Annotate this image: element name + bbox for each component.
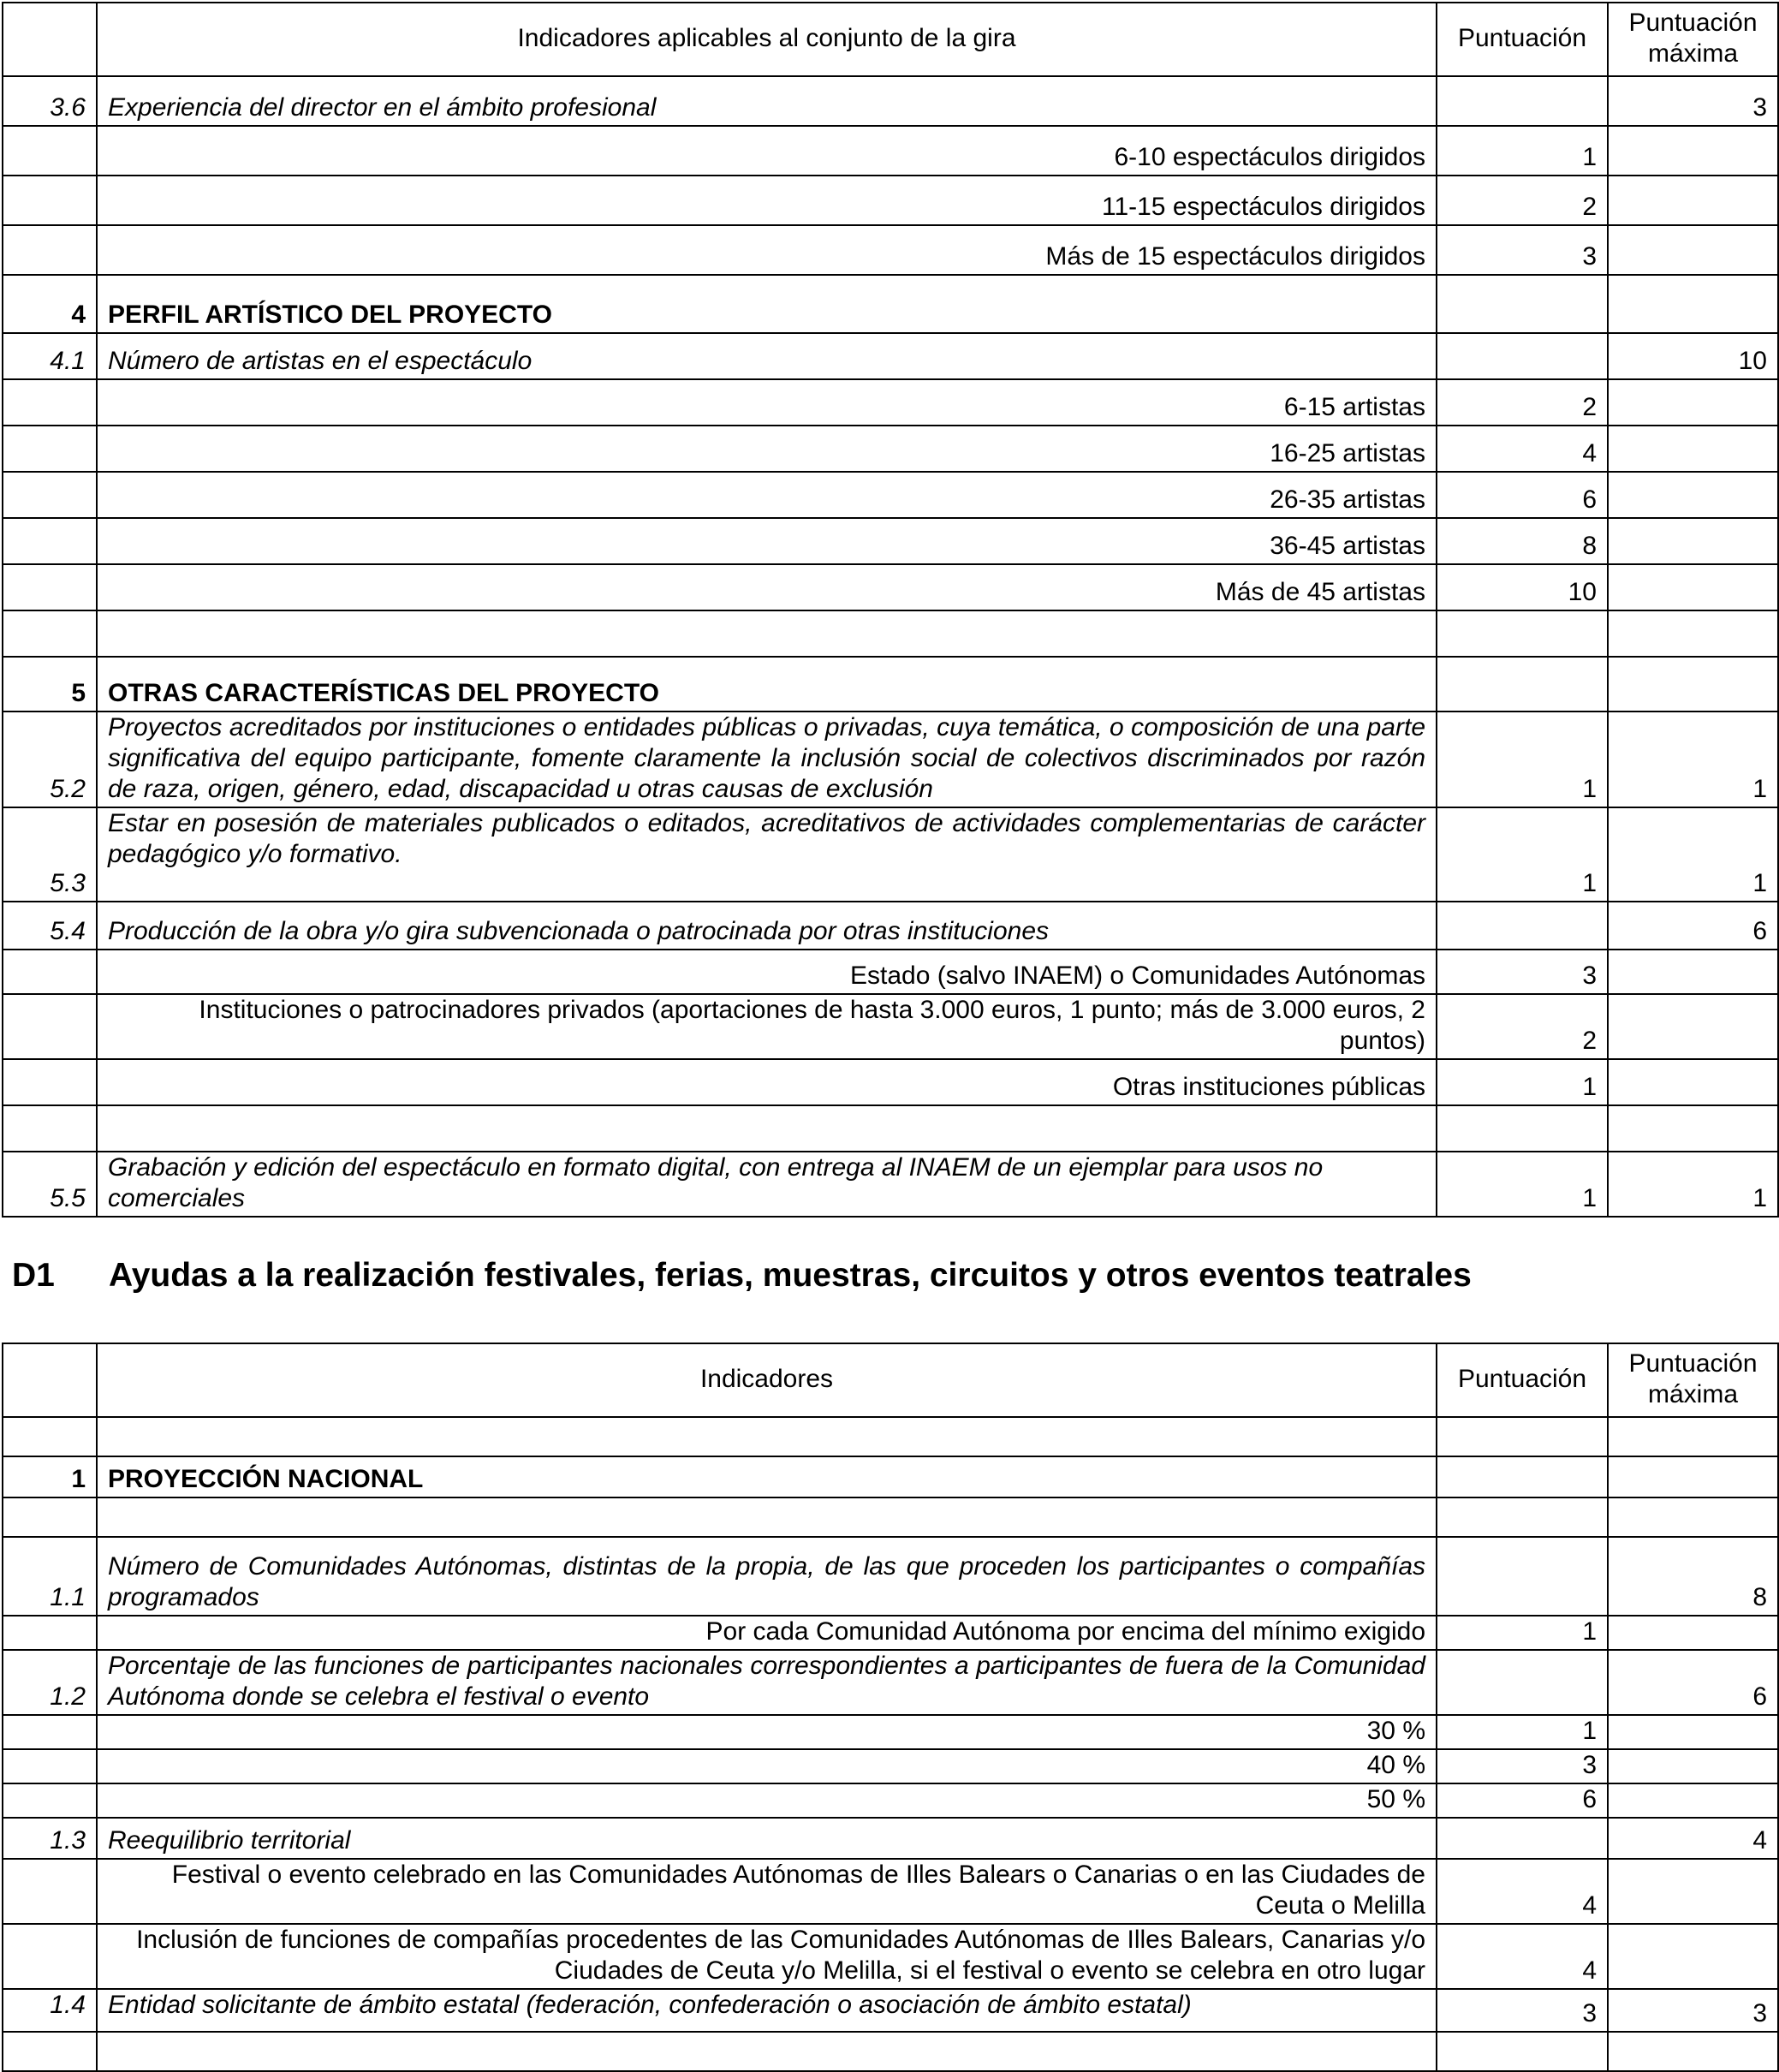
row-indicator: Estado (salvo INAEM) o Comunidades Autónomas <box>97 950 1437 994</box>
table-row <box>3 564 1778 610</box>
row-max-score <box>1608 472 1778 518</box>
row-number <box>3 1417 97 1456</box>
row-score: 3 <box>1437 950 1608 994</box>
row-number <box>3 1059 97 1105</box>
row-number <box>3 1715 97 1749</box>
row-max-score <box>1608 225 1778 275</box>
row-max-score <box>1608 379 1778 426</box>
row-indicator: Entidad solicitante de ámbito estatal (federación, confederación o asociación de ámbito estatal) <box>97 1989 1437 2032</box>
table-row <box>3 126 1778 176</box>
row-number: 4.1 <box>3 333 97 379</box>
row-indicator: Experiencia del director en el ámbito profesional <box>97 76 1437 126</box>
row-score: 4 <box>1437 426 1608 472</box>
table-row <box>3 1152 1778 1217</box>
table-row <box>3 994 1778 1059</box>
row-number <box>3 379 97 426</box>
row-max-score <box>1608 1059 1778 1105</box>
empty-row <box>3 610 1778 657</box>
row-max-score: 6 <box>1608 1650 1778 1715</box>
row-indicator: OTRAS CARACTERÍSTICAS DEL PROYECTO <box>97 657 1437 712</box>
row-indicator: Proyectos acreditados por instituciones o entidades públicas o privadas, cuya temática, o composición de una parte significativa del equipo participante, fomente claramente la inclusión social de colectivos discriminados por razón de raza, origen, género, edad, discapacidad u otras causas de exclusión <box>97 712 1437 807</box>
table-row <box>3 379 1778 426</box>
row-max-score <box>1608 1749 1778 1783</box>
row-number <box>3 426 97 472</box>
row-max-score <box>1608 1105 1778 1152</box>
row-indicator: Instituciones o patrocinadores privados (aportaciones de hasta 3.000 euros, 1 punto; más de 3.000 euros, 2 puntos) <box>97 994 1437 1059</box>
row-max-score: 4 <box>1608 1818 1778 1859</box>
row-score: 3 <box>1437 1749 1608 1783</box>
header-score: Puntuación <box>1437 3 1608 76</box>
row-score: 1 <box>1437 1152 1608 1217</box>
row-max-score <box>1608 950 1778 994</box>
row-score: 1 <box>1437 712 1608 807</box>
table-row <box>3 1715 1778 1749</box>
row-score <box>1437 76 1608 126</box>
table-row <box>3 518 1778 564</box>
row-score: 4 <box>1437 1859 1608 1924</box>
row-number: 1.4 <box>3 1989 97 2032</box>
row-max-score <box>1608 2032 1778 2071</box>
row-number <box>3 2032 97 2071</box>
row-indicator: 36-45 artistas <box>97 518 1437 564</box>
row-indicator: PROYECCIÓN NACIONAL <box>97 1456 1437 1497</box>
section-row <box>3 275 1778 333</box>
row-indicator <box>97 1417 1437 1456</box>
row-score: 6 <box>1437 1783 1608 1818</box>
row-number: 1.1 <box>3 1537 97 1616</box>
row-max-score: 1 <box>1608 1152 1778 1217</box>
row-indicator: Número de artistas en el espectáculo <box>97 333 1437 379</box>
header-max-score-line2: máxima <box>1647 39 1738 68</box>
row-number: 5.4 <box>3 902 97 950</box>
section-heading <box>0 1252 1779 1303</box>
row-max-score: 3 <box>1608 76 1778 126</box>
row-number: 1 <box>3 1456 97 1497</box>
row-indicator <box>97 2032 1437 2071</box>
scoring-table-festivals <box>2 1343 1779 2072</box>
table-row <box>3 1749 1778 1783</box>
row-indicator: Grabación y edición del espectáculo en formato digital, con entrega al INAEM de un ejemplar para usos no comerciales <box>97 1152 1437 1217</box>
row-number <box>3 610 97 657</box>
row-number <box>3 1859 97 1924</box>
row-max-score: 8 <box>1608 1537 1778 1616</box>
row-indicator: PERFIL ARTÍSTICO DEL PROYECTO <box>97 275 1437 333</box>
table-row <box>3 1989 1778 2032</box>
row-indicator: Inclusión de funciones de compañías procedentes de las Comunidades Autónomas de Illes Balears, Canarias y/o Ciudades de Ceuta y/o Melilla, si el festival o evento se celebra en otro lugar <box>97 1924 1437 1989</box>
header-indicator: Indicadores <box>97 1343 1437 1417</box>
row-max-score: 1 <box>1608 712 1778 807</box>
section-row <box>3 657 1778 712</box>
row-max-score <box>1608 126 1778 176</box>
row-number: 5 <box>3 657 97 712</box>
row-max-score <box>1608 1715 1778 1749</box>
row-indicator <box>97 1105 1437 1152</box>
table-row <box>3 807 1778 902</box>
row-number <box>3 1497 97 1537</box>
row-max-score <box>1608 657 1778 712</box>
row-number: 5.5 <box>3 1152 97 1217</box>
table-row <box>3 1818 1778 1859</box>
header-max-score-line1: Puntuación <box>1628 1349 1758 1378</box>
row-number <box>3 1105 97 1152</box>
table-row <box>3 1059 1778 1105</box>
row-indicator <box>97 1497 1437 1537</box>
row-number: 5.3 <box>3 807 97 902</box>
row-max-score <box>1608 1497 1778 1537</box>
header-max-score <box>1608 1343 1778 1417</box>
row-score: 2 <box>1437 379 1608 426</box>
row-indicator: Reequilibrio territorial <box>97 1818 1437 1859</box>
header-score: Puntuación <box>1437 1343 1608 1417</box>
row-max-score <box>1608 1924 1778 1989</box>
table-row <box>3 76 1778 126</box>
table-row <box>3 712 1778 807</box>
row-indicator: Más de 15 espectáculos dirigidos <box>97 225 1437 275</box>
table-row <box>3 1783 1778 1818</box>
row-number <box>3 518 97 564</box>
row-number <box>3 994 97 1059</box>
row-score <box>1437 1456 1608 1497</box>
row-max-score <box>1608 1783 1778 1818</box>
row-max-score: 1 <box>1608 807 1778 902</box>
header-indicator: Indicadores aplicables al conjunto de la gira <box>97 3 1437 76</box>
row-number: 1.3 <box>3 1818 97 1859</box>
row-score <box>1437 1105 1608 1152</box>
row-score: 6 <box>1437 472 1608 518</box>
table-row <box>3 1537 1778 1616</box>
empty-row <box>3 1417 1778 1456</box>
row-indicator: Producción de la obra y/o gira subvencionada o patrocinada por otras instituciones <box>97 902 1437 950</box>
row-number <box>3 225 97 275</box>
row-indicator: Otras instituciones públicas <box>97 1059 1437 1105</box>
scoring-table-tour <box>2 2 1779 1218</box>
table-row <box>3 176 1778 225</box>
section-code: D1 <box>12 1257 55 1294</box>
row-score: 3 <box>1437 1989 1608 2032</box>
row-max-score <box>1608 275 1778 333</box>
row-indicator: Por cada Comunidad Autónoma por encima del mínimo exigido <box>97 1616 1437 1650</box>
row-score <box>1437 275 1608 333</box>
row-indicator: 6-10 espectáculos dirigidos <box>97 126 1437 176</box>
row-number: 5.2 <box>3 712 97 807</box>
row-indicator: Festival o evento celebrado en las Comunidades Autónomas de Illes Balears o Canarias o en las Ciudades de Ceuta o Melilla <box>97 1859 1437 1924</box>
section-row <box>3 1456 1778 1497</box>
row-score: 4 <box>1437 1924 1608 1989</box>
row-score <box>1437 610 1608 657</box>
table-row <box>3 1650 1778 1715</box>
row-indicator: Estar en posesión de materiales publicados o editados, acreditativos de actividades complementarias de carácter pedagógico y/o formativo. <box>97 807 1437 902</box>
table-row <box>3 950 1778 994</box>
row-max-score: 3 <box>1608 1989 1778 2032</box>
row-number: 4 <box>3 275 97 333</box>
row-score: 1 <box>1437 1616 1608 1650</box>
row-score <box>1437 902 1608 950</box>
row-indicator <box>97 610 1437 657</box>
table-row <box>3 426 1778 472</box>
row-score: 2 <box>1437 994 1608 1059</box>
row-indicator: Porcentaje de las funciones de participantes nacionales correspondientes a participantes de fuera de la Comunidad Autónoma donde se celebra el festival o evento <box>97 1650 1437 1715</box>
header-number-cell <box>3 3 97 76</box>
row-score: 1 <box>1437 807 1608 902</box>
row-number <box>3 1749 97 1783</box>
row-indicator: 16-25 artistas <box>97 426 1437 472</box>
row-score <box>1437 1818 1608 1859</box>
row-indicator: 50 % <box>97 1783 1437 1818</box>
row-max-score <box>1608 610 1778 657</box>
row-score <box>1437 1497 1608 1537</box>
table-row <box>3 333 1778 379</box>
row-number: 3.6 <box>3 76 97 126</box>
row-max-score: 6 <box>1608 902 1778 950</box>
table-row <box>3 902 1778 950</box>
row-score <box>1437 657 1608 712</box>
row-max-score <box>1608 564 1778 610</box>
row-indicator: 30 % <box>97 1715 1437 1749</box>
table-row <box>3 1616 1778 1650</box>
row-score <box>1437 1650 1608 1715</box>
row-score: 1 <box>1437 1715 1608 1749</box>
row-score: 1 <box>1437 126 1608 176</box>
header-max-score-line1: Puntuación <box>1628 9 1758 37</box>
table-row <box>3 1924 1778 1989</box>
row-number <box>3 1616 97 1650</box>
row-number <box>3 126 97 176</box>
row-score: 3 <box>1437 225 1608 275</box>
header-max-score-line2: máxima <box>1647 1380 1738 1408</box>
empty-row <box>3 1105 1778 1152</box>
row-max-score <box>1608 176 1778 225</box>
row-score: 10 <box>1437 564 1608 610</box>
row-max-score <box>1608 426 1778 472</box>
row-max-score <box>1608 1417 1778 1456</box>
row-score <box>1437 333 1608 379</box>
table-row <box>3 225 1778 275</box>
row-number <box>3 1924 97 1989</box>
header-max-score <box>1608 3 1778 76</box>
empty-row <box>3 1497 1778 1537</box>
row-number <box>3 1783 97 1818</box>
row-score: 2 <box>1437 176 1608 225</box>
table-header-row <box>3 3 1778 76</box>
table-row <box>3 1859 1778 1924</box>
header-number-cell <box>3 1343 97 1417</box>
section-title: Ayudas a la realización festivales, ferias, muestras, circuitos y otros eventos teatrales <box>109 1257 1472 1294</box>
row-indicator: 40 % <box>97 1749 1437 1783</box>
row-number <box>3 472 97 518</box>
row-indicator: 6-15 artistas <box>97 379 1437 426</box>
row-number <box>3 564 97 610</box>
row-indicator: 26-35 artistas <box>97 472 1437 518</box>
row-max-score <box>1608 1859 1778 1924</box>
table-header-row <box>3 1343 1778 1417</box>
empty-row <box>3 2032 1778 2071</box>
row-number <box>3 950 97 994</box>
row-indicator: Más de 45 artistas <box>97 564 1437 610</box>
row-max-score <box>1608 518 1778 564</box>
row-number: 1.2 <box>3 1650 97 1715</box>
row-max-score: 10 <box>1608 333 1778 379</box>
row-score <box>1437 1417 1608 1456</box>
row-max-score <box>1608 994 1778 1059</box>
row-score <box>1437 2032 1608 2071</box>
row-max-score <box>1608 1616 1778 1650</box>
row-max-score <box>1608 1456 1778 1497</box>
row-indicator: 11-15 espectáculos dirigidos <box>97 176 1437 225</box>
row-score: 1 <box>1437 1059 1608 1105</box>
row-number <box>3 176 97 225</box>
row-indicator: Número de Comunidades Autónomas, distintas de la propia, de las que proceden los participantes o compañías programados <box>97 1537 1437 1616</box>
table-row <box>3 472 1778 518</box>
row-score: 8 <box>1437 518 1608 564</box>
row-score <box>1437 1537 1608 1616</box>
